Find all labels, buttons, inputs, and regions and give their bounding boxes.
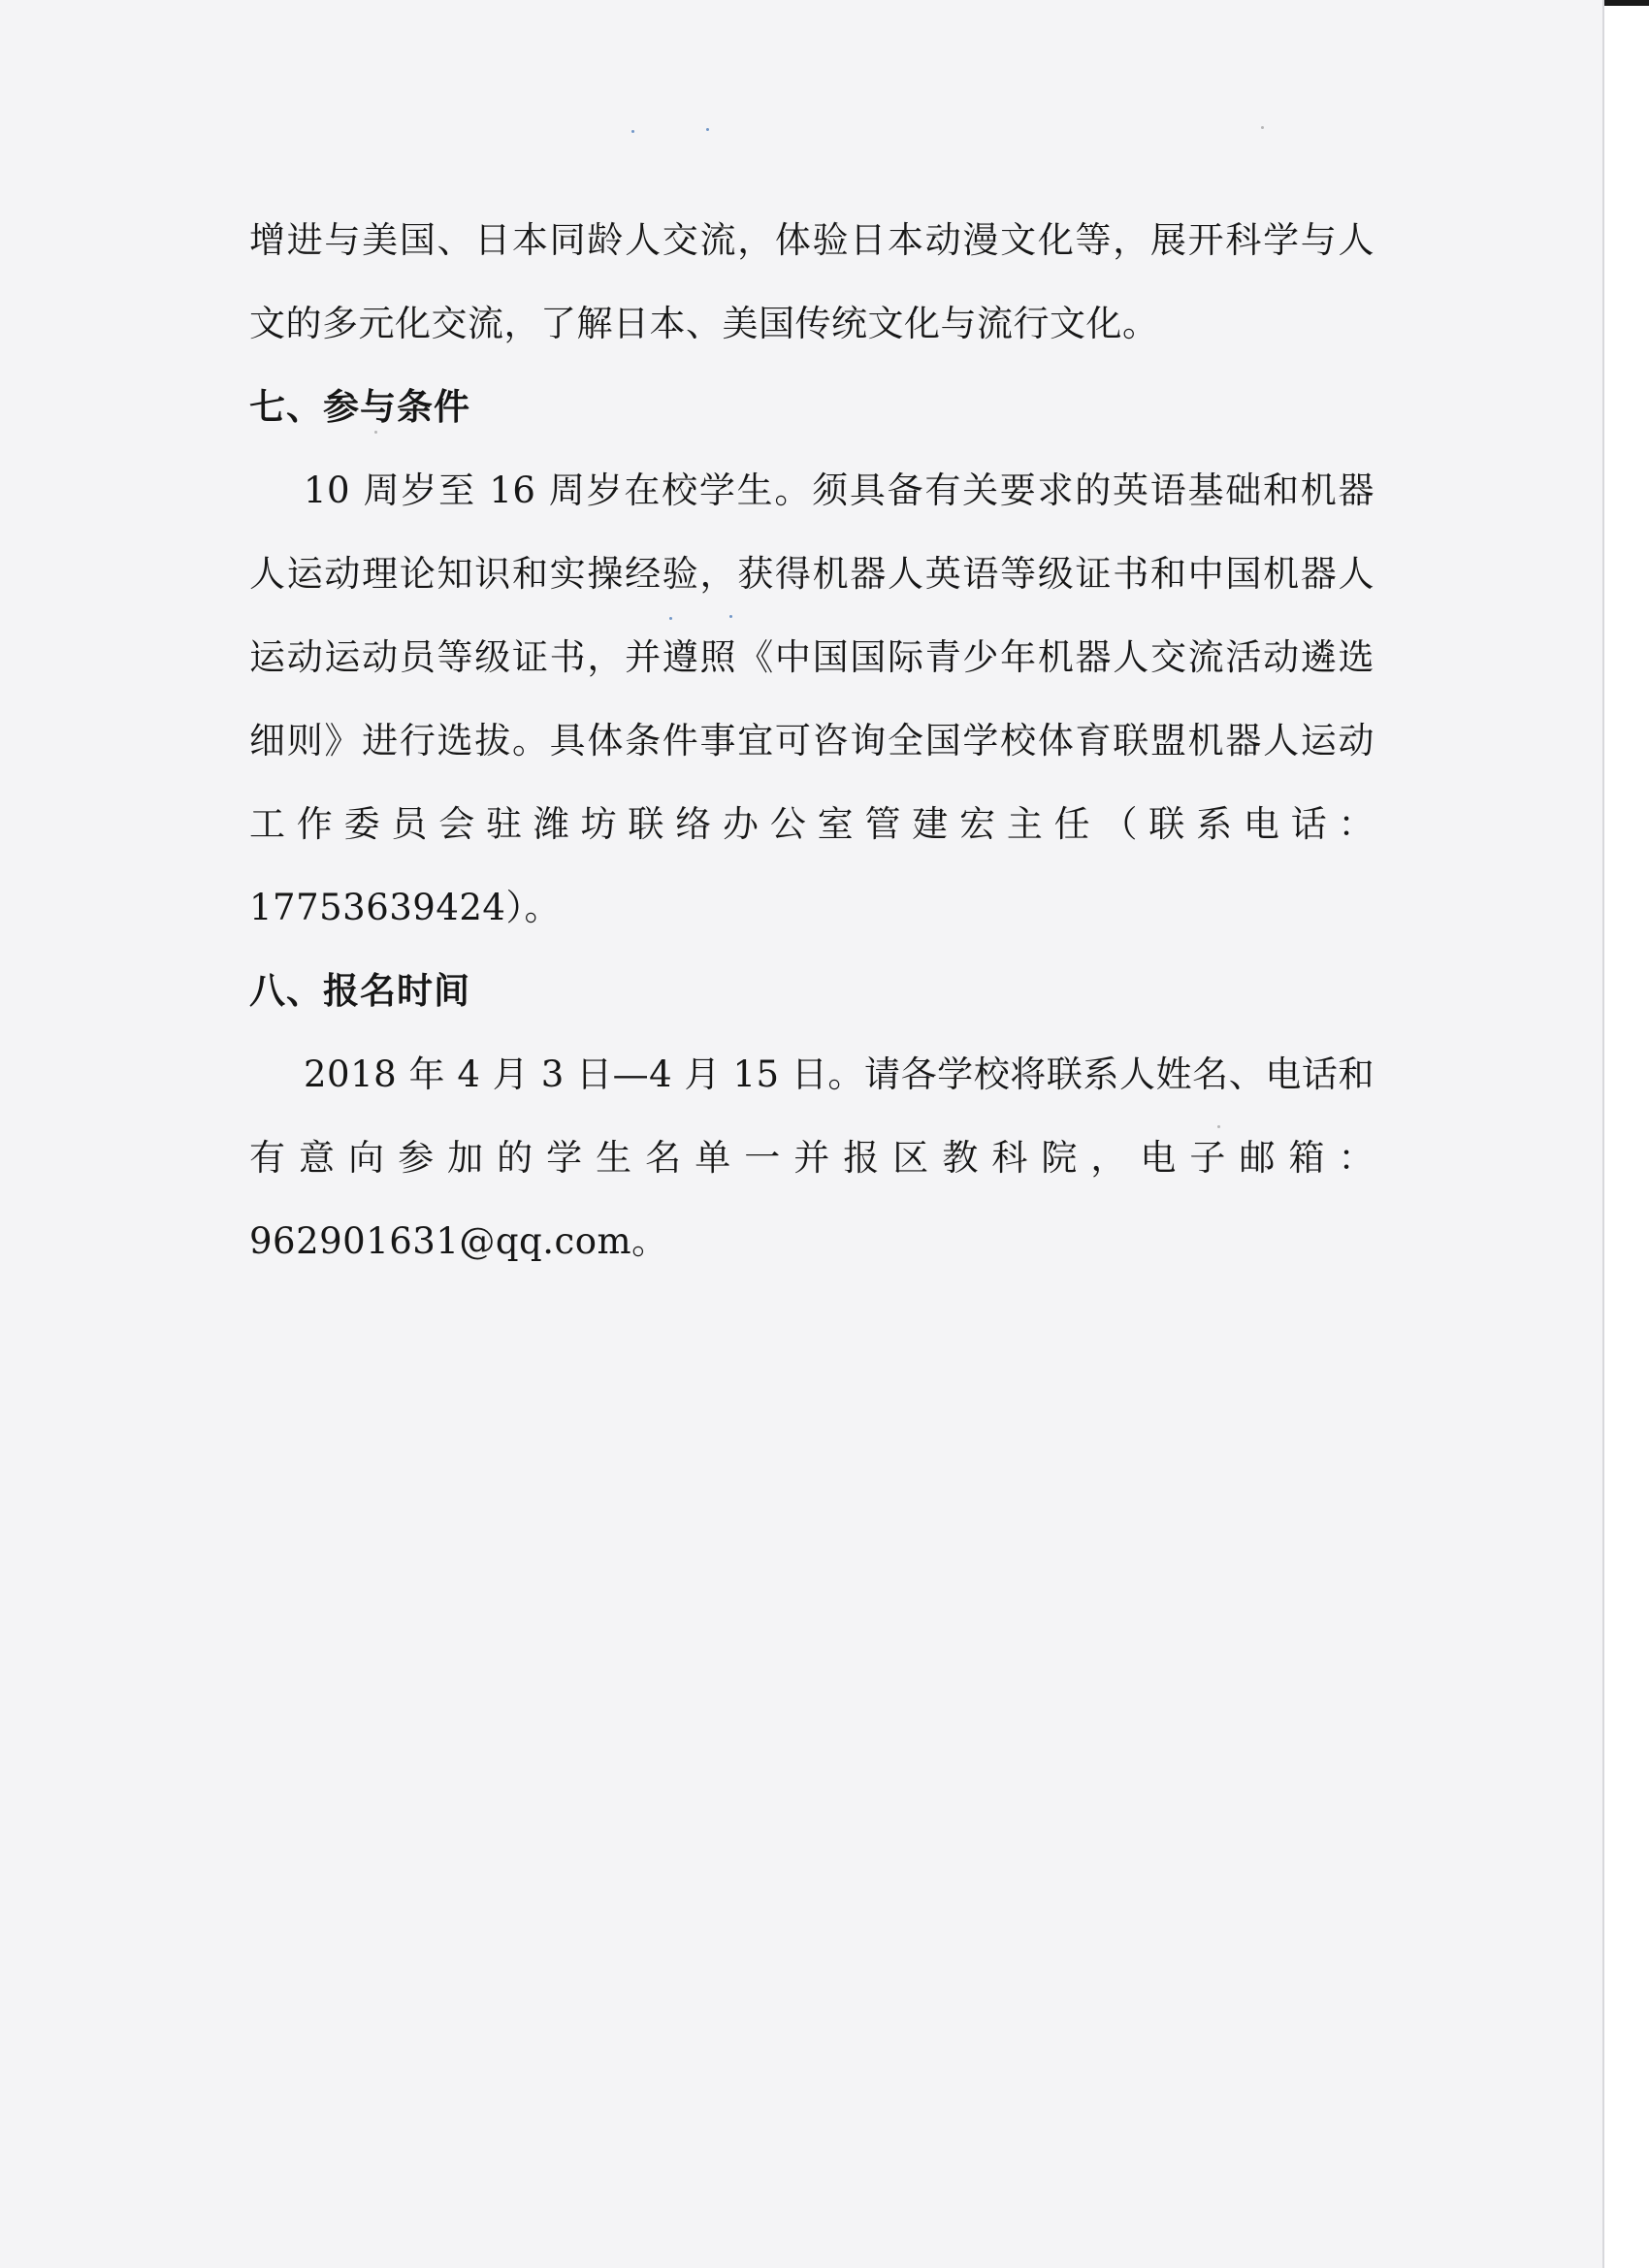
section-heading-participation: 七、参与条件 [249, 386, 470, 428]
intro-paragraph: 增进与美国、日本同龄人交流，体验日本动漫文化等，展开科学与人文的多元化交流，了解日本、美国传统文化与流行文化。 [249, 219, 1374, 344]
registration-paragraph: 2018 年 4 月 3 日—4 月 15 日。请各学校将联系人姓名、电话和有意向参加的学生名单一并报区教科院，电子邮箱：962901631@qq.com。 [249, 1053, 1374, 1262]
scan-speck [706, 128, 709, 131]
scan-edge-mark [1604, 0, 1649, 6]
document-body [249, 199, 1374, 1283]
scan-speck [631, 130, 634, 133]
scan-speck [1261, 126, 1264, 129]
participation-paragraph: 10 周岁至 16 周岁在校学生。须具备有关要求的英语基础和机器人运动理论知识和实操经验，获得机器人英语等级证书和中国机器人运动运动员等级证书，并遵照《中国国际青少年机器人交流活动遴选细则》进行选拔。具体条件事宜可咨询全国学校体育联盟机器人运动工作委员会驻潍坊联络办公室管建宏主任（联系电话：17753639424）。 [249, 470, 1374, 928]
section-heading-registration: 八、报名时间 [249, 970, 470, 1012]
